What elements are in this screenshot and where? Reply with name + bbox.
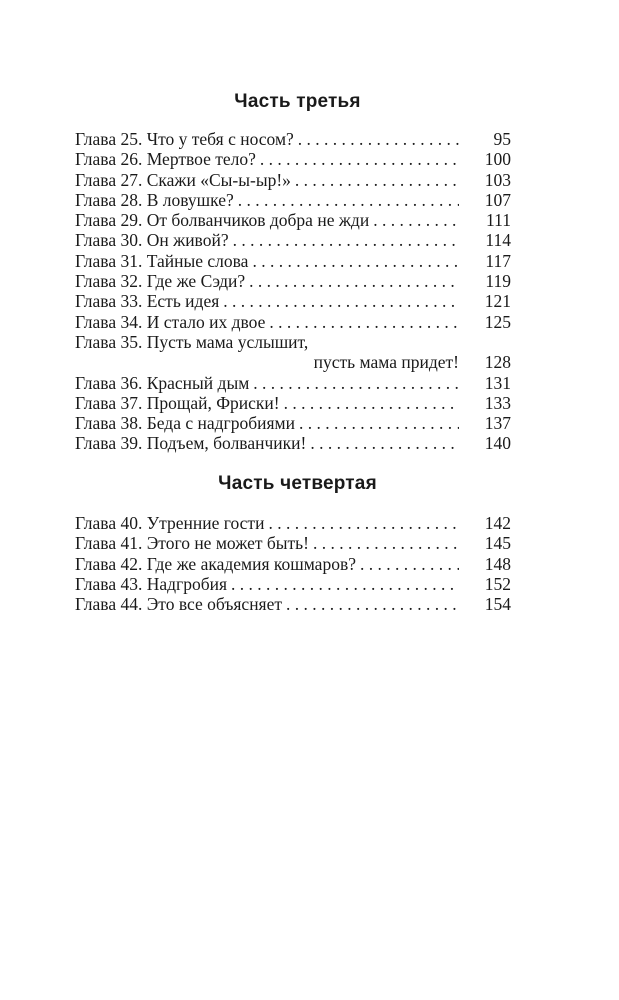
leader-dots (248, 251, 459, 271)
page-number: 111 (486, 210, 511, 231)
chapter-title: Глава 38. Беда с надгробиями (75, 413, 295, 434)
toc-entry (75, 271, 511, 291)
page-number: 107 (484, 189, 511, 210)
page-number: 154 (484, 594, 511, 615)
toc-entry (75, 373, 511, 393)
toc-entry (75, 574, 511, 594)
chapter-title: Глава 30. Он живой? (75, 230, 229, 251)
toc-entry (75, 210, 511, 230)
chapter-title: Глава 43. Надгробия (75, 573, 228, 594)
chapter-title: Глава 29. От болванчиков добра не жди (75, 210, 370, 231)
chapter-title: Глава 25. Что у тебя с носом? (75, 129, 294, 149)
chapter-title: Глава 26. Мертвое тело? (75, 149, 256, 170)
leader-dots (282, 594, 459, 614)
page-number: 133 (484, 392, 511, 413)
chapter-title: Глава 31. Тайные слова (75, 250, 249, 271)
toc-entry (75, 251, 511, 271)
leader-dots (369, 210, 459, 230)
chapter-title: Глава 28. В ловушке? (75, 189, 234, 210)
toc-entry (75, 554, 511, 574)
page-number: 119 (485, 271, 511, 292)
toc-entry (75, 312, 511, 332)
part-four-title: Часть четвертая (218, 473, 377, 494)
leader-dots (245, 271, 459, 291)
toc-entry (75, 413, 511, 433)
leader-dots (227, 574, 459, 594)
chapter-title: Глава 42. Где же академия кошмаров? (75, 553, 356, 574)
leader-dots (229, 230, 459, 250)
page-number: 152 (484, 573, 511, 594)
page-number: 121 (484, 291, 511, 312)
toc-entry (75, 170, 511, 190)
page-number: 128 (484, 352, 511, 373)
leader-dots (356, 554, 459, 574)
page-number: 95 (493, 129, 511, 149)
toc-entry (75, 230, 511, 250)
page-number: 140 (484, 433, 511, 454)
toc-entry (75, 513, 511, 533)
leader-dots (294, 129, 459, 149)
chapter-title: Глава 32. Где же Сэди? (75, 271, 246, 292)
leader-dots (295, 413, 459, 433)
toc-entry (75, 149, 511, 169)
toc-entry (75, 190, 511, 210)
leader-dots (264, 513, 459, 533)
chapter-title: Глава 44. Это все объясняет (75, 594, 283, 615)
chapter-title: Глава 39. Подъем, болванчики! (75, 433, 307, 454)
page-number: 114 (485, 230, 511, 251)
chapter-title-continuation: пусть мама придет! (313, 352, 459, 373)
toc-entry-continuation (75, 352, 511, 372)
toc-entry (75, 291, 511, 311)
leader-dots (280, 393, 459, 413)
part-three-title: Часть третья (234, 91, 361, 112)
leader-dots (291, 170, 459, 190)
part-four-toc (75, 513, 511, 614)
chapter-title: Глава 36. Красный дым (75, 372, 250, 393)
chapter-title: Глава 40. Утренние гости (75, 513, 265, 533)
toc-entry (75, 594, 511, 614)
page-number: 145 (484, 533, 511, 554)
toc-entry (75, 533, 511, 553)
chapter-title: Глава 41. Этого не может быть! (75, 533, 309, 554)
leader-dots (256, 149, 459, 169)
leader-dots (234, 190, 459, 210)
chapter-title: Глава 34. И стало их двое (75, 311, 266, 332)
toc-entry (75, 129, 511, 149)
leader-dots (249, 373, 459, 393)
page-number: 100 (484, 149, 511, 170)
toc-entry (75, 332, 511, 352)
toc-entry (75, 393, 511, 413)
chapter-title: Глава 27. Скажи «Сы-ы-ыр!» (75, 169, 291, 190)
toc-entry (75, 433, 511, 453)
leader-dots (309, 533, 459, 553)
page-number: 103 (484, 169, 511, 190)
leader-dots (306, 433, 459, 453)
page-number: 125 (484, 311, 511, 332)
chapter-title: Глава 37. Прощай, Фриски! (75, 392, 280, 413)
part-three-toc (75, 129, 511, 454)
chapter-title: Глава 33. Есть идея (75, 291, 220, 312)
chapter-title: Глава 35. Пусть мама услышит, (75, 331, 309, 352)
page-number: 142 (484, 513, 511, 533)
page-number: 131 (484, 372, 511, 393)
leader-dots (219, 291, 459, 311)
page-number: 117 (485, 250, 511, 271)
leader-dots (265, 312, 459, 332)
page-number: 148 (484, 553, 511, 574)
page-number: 137 (484, 413, 511, 434)
